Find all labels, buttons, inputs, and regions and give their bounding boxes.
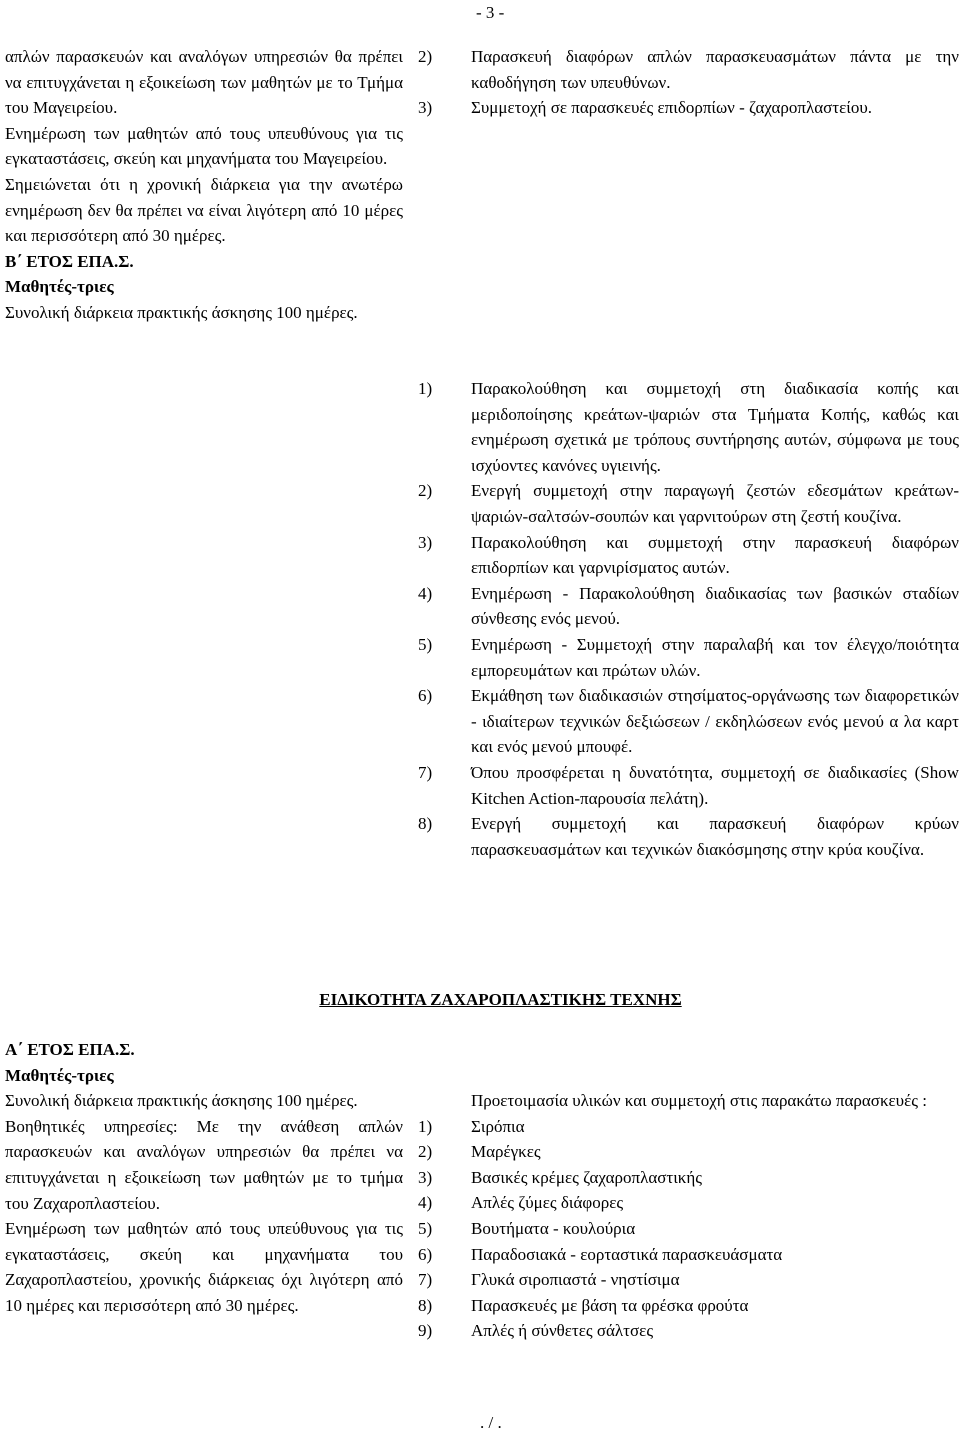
item-text: Συμμετοχή σε παρασκευές επιδορπίων - ζαχαροπλαστείου. bbox=[471, 98, 873, 118]
year-b-duration: Συνολική διάρκεια πρακτικής άσκησης 100 ημέρες. bbox=[5, 302, 358, 322]
list-item bbox=[418, 530, 959, 581]
list-item bbox=[418, 581, 959, 632]
list-item bbox=[418, 760, 959, 811]
list-item bbox=[418, 1267, 959, 1293]
right-mid-list bbox=[418, 376, 959, 862]
paragraph: Ενημέρωση των μαθητών από τους υπεύθυνους για τις εγκαταστάσεις, σκεύη και μηχανήματα του Ζαχαροπλαστείου, χρονικής διάρκειας όχι λιγότερη από 10 ημέρες και περισσότερη από 30 ημέρες. bbox=[5, 1219, 403, 1315]
pastry-intro: Προετοιμασία υλικών και συμμετοχή στις παρακάτω παρασκευές : bbox=[471, 1091, 927, 1110]
item-number: 3) bbox=[418, 532, 433, 552]
list-item bbox=[418, 1139, 959, 1165]
item-number: 6) bbox=[418, 1244, 433, 1264]
item-text: Ενημέρωση - Παρακολούθηση διαδικασίας των βασικών σταδίων σύνθεσης ενός μενού. bbox=[471, 583, 959, 629]
item-text: Παραδοσιακά - εορταστικά παρασκευάσματα bbox=[471, 1244, 783, 1264]
item-text: Εκμάθηση των διαδικασιών στησίματος-οργάνωσης των διαφορετικών - ιδιαίτερων τεχνικών δεξιώσεων / εκδηλώσεων ενός μενού α λα καρτ και ενός μενού μπουφέ. bbox=[471, 686, 959, 757]
list-item bbox=[418, 683, 959, 760]
item-text: Γλυκά σιροπιαστά - νηστίσιμα bbox=[471, 1270, 680, 1290]
item-number: 6) bbox=[418, 686, 433, 706]
right-top-list bbox=[418, 44, 959, 121]
list-item bbox=[418, 95, 959, 121]
list-item bbox=[418, 1114, 959, 1140]
item-number: 4) bbox=[418, 1193, 433, 1213]
item-text: Ενεργή συμμετοχή στην παραγωγή ζεστών εδεσμάτων κρεάτων-ψαριών-σαλτσών-σουπών και γαρνιτούρων στη ζεστή κουζίνα. bbox=[471, 481, 959, 526]
left-top-text bbox=[5, 44, 403, 326]
item-text: Ενημέρωση - Συμμετοχή στην παραλαβή και τον έλεγχο/ποιότητα εμπορευμάτων και πρώτων υλών. bbox=[471, 634, 959, 680]
item-text: Παρασκευές με βάση τα φρέσκα φρούτα bbox=[471, 1295, 749, 1315]
item-number: 1) bbox=[418, 1116, 433, 1136]
pastry-section bbox=[418, 1088, 959, 1344]
item-text: Βασικές κρέμες ζαχαροπλαστικής bbox=[471, 1167, 702, 1187]
item-text: Μαρέγκες bbox=[471, 1142, 541, 1162]
item-text: Παρακολούθηση και συμμετοχή στην παρασκευή διαφόρων επιδορπίων και γαρνιρίσματος αυτών. bbox=[471, 532, 959, 578]
year-b-title: Β΄ ΕΤΟΣ ΕΠΑ.Σ. bbox=[5, 251, 134, 271]
item-text: Σιρόπια bbox=[471, 1116, 525, 1136]
item-number: 2) bbox=[418, 47, 433, 66]
paragraph: απλών παρασκευών και αναλόγων υπηρεσιών θα πρέπει να επιτυγχάνεται η εξοικείωση των μαθητών με το Τμήμα του Μαγειρείου. bbox=[5, 47, 403, 118]
year-a-students: Μαθητές-τριες bbox=[5, 1065, 114, 1085]
left-bottom-text bbox=[5, 1037, 403, 1319]
list-item bbox=[418, 1165, 959, 1191]
item-number: 3) bbox=[418, 1167, 433, 1187]
item-number: 9) bbox=[418, 1321, 433, 1341]
list-item bbox=[418, 632, 959, 683]
paragraph: Βοηθητικές υπηρεσίες: Με την ανάθεση απλών παρασκευών και αναλόγων υπηρεσιών θα πρέπει να επιτυγχάνεται η εξοικείωση των μαθητών με το τμήμα του Ζαχαροπλαστείου. bbox=[5, 1116, 403, 1213]
item-number: 1) bbox=[418, 379, 433, 398]
paragraph: Σημειώνεται ότι η χρονική διάρκεια για την ανωτέρω ενημέρωση δεν θα πρέπει να είναι λιγότερη από 10 μέρες και περισσότερη από 30 ημέρες. bbox=[5, 174, 403, 246]
item-number: 8) bbox=[418, 1295, 433, 1315]
year-b-students: Μαθητές-τριες bbox=[5, 277, 114, 297]
item-number: 5) bbox=[418, 1218, 433, 1238]
list-item bbox=[418, 1242, 959, 1268]
item-number: 4) bbox=[418, 583, 433, 603]
item-text: Βουτήματα - κουλούρια bbox=[471, 1218, 636, 1238]
item-number: 7) bbox=[418, 762, 433, 782]
item-number: 3) bbox=[418, 98, 433, 118]
item-text: Απλές ζύμες διάφορες bbox=[471, 1193, 624, 1213]
item-text: Όπου προσφέρεται η δυνατότητα, συμμετοχή σε διαδικασίες (Show Kitchen Action-παρουσία πελάτη). bbox=[471, 762, 959, 808]
item-text: Απλές ή σύνθετες σάλτσες bbox=[471, 1321, 654, 1341]
list-item bbox=[418, 1293, 959, 1319]
item-number: 2) bbox=[418, 1142, 433, 1162]
list-item bbox=[418, 1318, 959, 1344]
end-mark: . / . bbox=[480, 1413, 502, 1432]
year-a-title: Α΄ ΕΤΟΣ ΕΠΑ.Σ. bbox=[5, 1040, 135, 1059]
paragraph: Ενημέρωση των μαθητών από τους υπευθύνους για τις εγκαταστάσεις, σκεύη και μηχανήματα του Μαγειρείου. bbox=[5, 123, 403, 169]
item-number: 2) bbox=[418, 481, 433, 501]
list-item bbox=[418, 376, 959, 478]
item-text: Παρασκευή διαφόρων απλών παρασκευασμάτων πάντα με την καθοδήγηση των υπευθύνων. bbox=[471, 47, 959, 92]
item-number: 5) bbox=[418, 634, 433, 654]
year-a-duration: Συνολική διάρκεια πρακτικής άσκησης 100 ημέρες. bbox=[5, 1091, 358, 1111]
item-text: Ενεργή συμμετοχή και παρασκευή διαφόρων κρύων παρασκευασμάτων και τεχνικών διακόσμησης στην κρύα κουζίνα. bbox=[471, 814, 959, 859]
item-text: Παρακολούθηση και συμμετοχή στη διαδικασία κοπής και μεριδοποίησης κρεάτων-ψαριών στα Τμήματα Κοπής, καθώς και ενημέρωση σχετικά με τρόπους συντήρησης αυτών, σύμφωνα με τους ισχύοντες κανόνες υγιεινής. bbox=[471, 379, 959, 475]
item-number: 7) bbox=[418, 1270, 433, 1290]
page-number: - 3 - bbox=[476, 3, 505, 22]
list-item bbox=[418, 1190, 959, 1216]
section-heading: ΕΙΔΙΚΟΤΗΤΑ ΖΑΧΑΡΟΠΛΑΣΤΙΚΗΣ ΤΕΧΝΗΣ bbox=[319, 990, 682, 1009]
item-number: 8) bbox=[418, 814, 433, 834]
list-item bbox=[418, 44, 959, 95]
list-item bbox=[418, 1216, 959, 1242]
list-item bbox=[418, 478, 959, 529]
list-item bbox=[418, 811, 959, 862]
